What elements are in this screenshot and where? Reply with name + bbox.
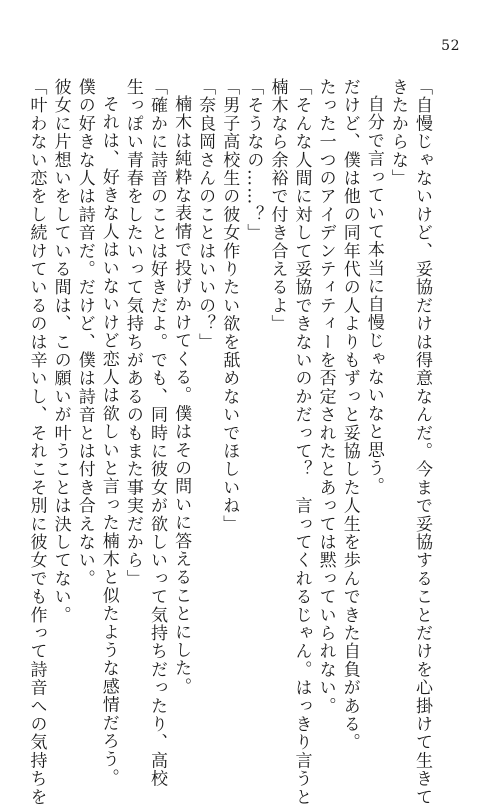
- text-line: 生っぽい青春をしたいって気持ちがあるのもまた事実だから」: [122, 78, 143, 588]
- text-line: 彼女に片想いをしている間は、この願いが叶うことは決してない。: [50, 78, 71, 624]
- text-line: 「そうなの……？」: [243, 78, 264, 242]
- text-line: 僕の好きな人は詩音だ。だけど、僕は詩音とは付き合えない。: [74, 78, 95, 588]
- vertical-text-block: [24, 78, 434, 806]
- text-line: 楠木は純粋な表情で投げかけてくる。僕はその問いに答えることにした。: [171, 95, 192, 696]
- text-line: きたからな」: [387, 78, 408, 188]
- text-line: それは、好きな人はいないけど恋人は欲しいと言った楠木と似たような感情だろう。: [98, 95, 119, 787]
- text-line: 「確かに詩音のことは好きだよ。でも、同時に彼女が欲しいって気持ちだったり、高校: [146, 78, 167, 788]
- text-line: 「自慢じゃないけど、妥協だけは得意なんだ。今まで妥協することだけを心掛けて生きて: [412, 78, 432, 806]
- text-line: 楠木なら余裕で付き合えるよ」: [267, 78, 288, 333]
- text-line: 「叶わない恋をし続けているのは辛いし、それこそ別に彼女でも作って詩音への気持ちを: [26, 78, 47, 806]
- text-line: 自分で言っていて本当に自慢じゃないなと思う。: [363, 95, 384, 496]
- text-line: 「奈良岡さんのことはいいの？」: [195, 78, 216, 351]
- text-line: 「男子高校生の彼女作りたい欲を舐めないでほしいね」: [219, 78, 240, 533]
- text-line: たった一つのアイデンティティーを否定されたとあっては黙っていられない。: [315, 78, 336, 715]
- text-line: 「そんな人間に対して妥協できないのかだって？ 言ってくれるじゃん。はっきり言うと: [291, 78, 312, 806]
- text-line: だけど、僕は他の同年代の人よりもずっと妥協した人生を歩んできた自負がある。: [339, 78, 360, 752]
- page-number: 52: [441, 38, 460, 54]
